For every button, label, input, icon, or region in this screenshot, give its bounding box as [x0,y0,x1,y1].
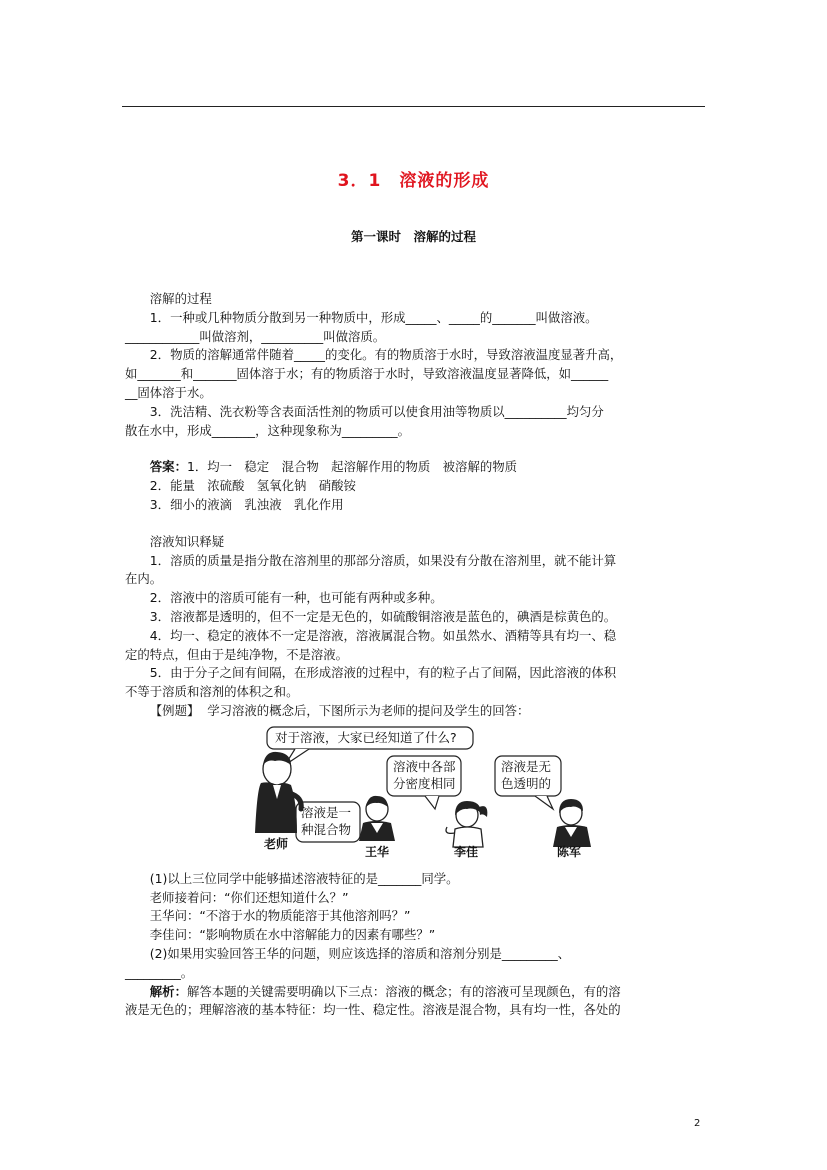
answer-text: 1．均一 稳定 混合物 起溶解作用的物质 被溶解的物质 [186,459,518,475]
main-content [125,290,705,1020]
header-rule [122,106,705,107]
example-text: 学习溶液的概念后，下图所示为老师的提问及学生的回答： [207,702,530,718]
analysis-line: 液是无色的；理解溶液的基本特征：均一性、稳定性。溶液是混合物，具有均一性，各处的 [125,1002,621,1018]
section-heading-knowledge: 溶液知识释疑 [149,533,225,549]
chenjun-name: 陈军 [557,844,582,859]
question-line: ____________叫做溶剂，__________叫做溶质。 [125,328,386,344]
knowledge-line: 1．溶质的质量是指分散在溶剂里的那部分溶质，如果没有分散在溶剂里，就不能计算 [149,552,617,568]
lijia-figure [446,801,487,847]
teacher-name: 老师 [264,836,289,851]
question-line: 老师接着问：“你们还想知道什么？” [149,889,349,905]
question-line: 3．洗洁精、洗衣粉等含表面活性剂的物质可以使食用油等物质以__________均匀分 [149,403,604,419]
knowledge-line: 在内。 [125,571,163,587]
question-line: 如_______和_______固体溶于水；有的物质溶于水时，导致溶液温度显著降低，如______ [125,366,609,382]
knowledge-line: 2．溶液中的溶质可能有一种，也可能有两种或多种。 [149,590,443,606]
question-line: 1．一种或几种物质分散到另一种物质中，形成_____、_____的_______叫做溶液。 [149,309,598,325]
page-title: 3．1 溶液的形成 [337,171,490,191]
question-line: (2)如果用实验回答王华的问题，则应该选择的溶质和溶剂分别是_________、 [149,945,571,961]
answer-line: 3．细小的液滴 乳浊液 乳化作用 [149,496,344,512]
knowledge-line: 4．均一、稳定的液体不一定是溶液，溶液属混合物。如虽然水、酒精等具有均一、稳 [149,627,617,643]
question-line: _________。 [125,964,194,980]
chenjun-figure [553,799,591,847]
classroom-illustration [125,723,705,859]
wanghua-figure [359,796,395,841]
knowledge-line: 不等于溶质和溶剂的体积之和。 [125,684,299,700]
wanghua-answer-bubble: 溶液是一 种混合物 [301,804,352,837]
analysis-label: 解析： [149,983,187,999]
lijia-name: 李佳 [454,844,479,859]
question-line: 散在水中，形成_______，这种现象称为_________。 [125,422,410,438]
page-subtitle: 第一课时 溶解的过程 [350,229,476,244]
analysis-text: 解答本题的关键需要明确以下三点：溶液的概念；有的溶液可呈现颜色，有的溶 [186,983,621,999]
example-label: 【例题】 [149,702,200,718]
lijia-answer-bubble: 溶液中各部 分密度相同 [393,758,456,791]
question-line: 李佳问：“影响物质在水中溶解能力的因素有哪些？” [149,927,436,943]
answer-label: 答案： [149,459,187,475]
page-number: 2 [694,1118,701,1129]
analysis-line [125,983,705,1002]
teacher-question-bubble: 对于溶液，大家已经知道了什么? [275,729,457,745]
question-line: (1)以上三位同学中能够描述溶液特征的是_______同学。 [149,870,459,886]
question-line: __固体溶于水。 [125,384,212,400]
example-line [125,702,705,721]
knowledge-line: 3．溶液都是透明的，但不一定是无色的，如硫酸铜溶液是蓝色的，碘酒是棕黄色的。 [149,608,617,624]
teacher-figure [255,752,301,833]
section-heading-dissolution: 溶解的过程 [149,291,212,306]
question-line: 王华问：“不溶于水的物质能溶于其他溶剂吗？” [149,908,411,924]
answer-line: 2．能量 浓硫酸 氢氧化钠 硝酸铵 [149,478,356,494]
question-line: 2．物质的溶解通常伴随着_____的变化。有的物质溶于水时，导致溶液温度显著升高， [149,347,623,363]
chenjun-answer-bubble: 溶液是无 色透明的 [501,758,552,791]
answer-line [125,458,705,477]
knowledge-line: 定的特点，但由于是纯净物，不是溶液。 [125,646,349,662]
wanghua-name: 王华 [365,844,390,859]
knowledge-line: 5．由于分子之间有间隔，在形成溶液的过程中，有的粒子占了间隔，因此溶液的体积 [149,665,617,681]
